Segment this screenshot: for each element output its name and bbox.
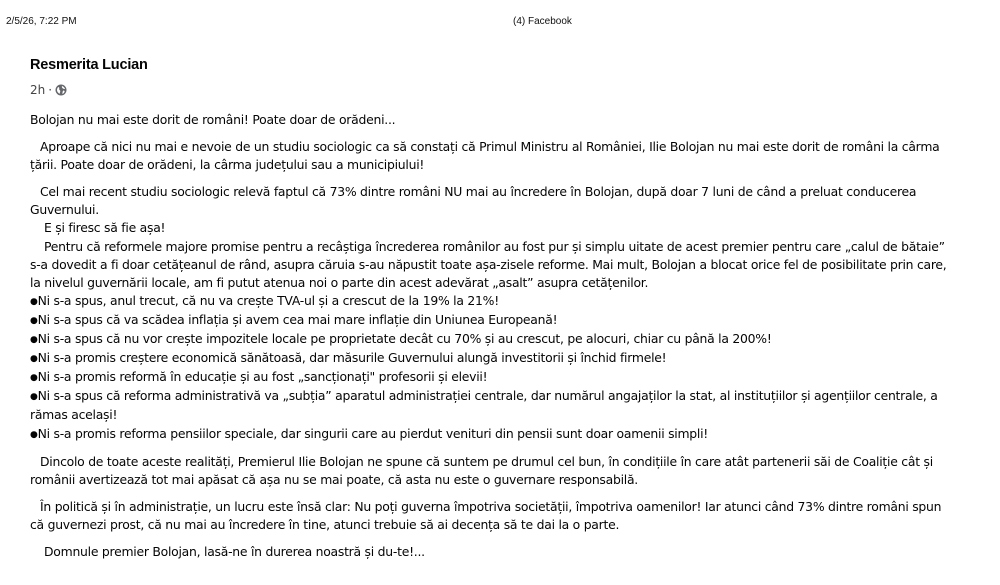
print-header [0, 16, 1000, 30]
facebook-post [30, 56, 955, 561]
bullet-item [30, 330, 955, 349]
print-page-title: (4) Facebook [513, 16, 572, 27]
bullet-item [30, 349, 955, 368]
post-paragraph: E și firesc să fie așa! [44, 220, 166, 236]
post-paragraph: Aproape că nici nu mai e nevoie de un studiu sociologic ca să constați că Primul Ministru al României, Ilie Bolojan nu mai este dorit de români la cârma țării. Poate doar de orădeni, la cârma județului sau a municipiului! [30, 139, 940, 173]
bullet-text: Ni s-a promis reformă în educație și au fost „sancționați" profesorii și elevii! [37, 369, 488, 385]
bullet-item [30, 387, 955, 424]
globe-icon[interactable] [55, 84, 67, 96]
post-author[interactable]: Resmerita Lucian [30, 57, 148, 73]
bullet-text: Ni s-a spus că nu vor crește impozitele locale pe proprietate decât cu 70% și au crescut, pe alocuri, chiar cu până la 200%! [37, 331, 772, 347]
post-headline: Bolojan nu mai este dorit de români! Poate doar de orădeni... [30, 112, 396, 127]
bullet-item [30, 311, 955, 330]
bullet-text: Ni s-a spus că va scădea inflația și avem cea mai mare inflație din Uniunea Europeană! [37, 311, 558, 327]
post-paragraph: Pentru că reformele majore promise pentru a recâștiga încrederea românilor au fost pur și simplu uitate de acest premier pentru care „calul de bătaie” s-a dovedit a fi doar cetățeanul de rând, asupra căruia s-au năpustit toate așa-zisele reforme. Mai mult, Bolojan a blocat orice fel de posibilitate prin care, la nivelul guvernării locale, am fi putut atenua noi o parte din acest adevărat „asalt” asupra cetățenilor. [30, 238, 947, 290]
post-paragraph: Domnule premier Bolojan, lasă-ne în durerea noastră și du-te!... [44, 543, 425, 559]
post-paragraph: În politică și în administrație, un lucru este însă clar: Nu poți guverna împotriva societății, împotriva oamenilor! Iar atunci când 73% dintre români spun că guvernezi prost, că nu mai au încredere în tine, atunci trebuie să ai decența să te dai la o parte. [30, 498, 942, 532]
post-paragraph: Cel mai recent studiu sociologic relevă faptul că 73% dintre români NU mai au încredere în Bolojan, după doar 7 luni de când a preluat conducerea Guvernului. [30, 184, 917, 218]
post-paragraph: Dincolo de toate aceste realități, Premierul Ilie Bolojan ne spune că suntem pe drumul cel bun, în condițiile în care atât partenerii săi de Coaliție cât și românii avertizează tot mai apăsat că așa nu se mai poate, că asta nu este o guvernare responsabilă. [30, 453, 933, 487]
bullet-item [30, 425, 955, 444]
bullet-text: Ni s-a spus că reforma administrativă va „subția” aparatul administrației centrale, dar numărul angajaților la stat, al instituțiilor și agențiilor centrale, a rămas același! [30, 388, 938, 423]
post-body [30, 111, 955, 561]
bullet-item [30, 368, 955, 387]
bullet-text: Ni s-a spus, anul trecut, că nu va crește TVA-ul și a crescut de la 19% la 21%! [37, 292, 499, 308]
bullet-text: Ni s-a promis reforma pensiilor speciale, dar singurii care au pierdut venituri din pensii sunt doar oamenii simpli! [37, 425, 709, 441]
bullet-text: Ni s-a promis creștere economică sănătoasă, dar măsurile Guvernului alungă investitorii și închid firmele! [37, 350, 667, 366]
post-time[interactable]: 2h [30, 83, 46, 97]
meta-separator: · [48, 83, 53, 97]
post-meta [30, 82, 955, 98]
bullet-item [30, 292, 955, 311]
print-datetime: 2/5/26, 7:22 PM [6, 16, 77, 27]
